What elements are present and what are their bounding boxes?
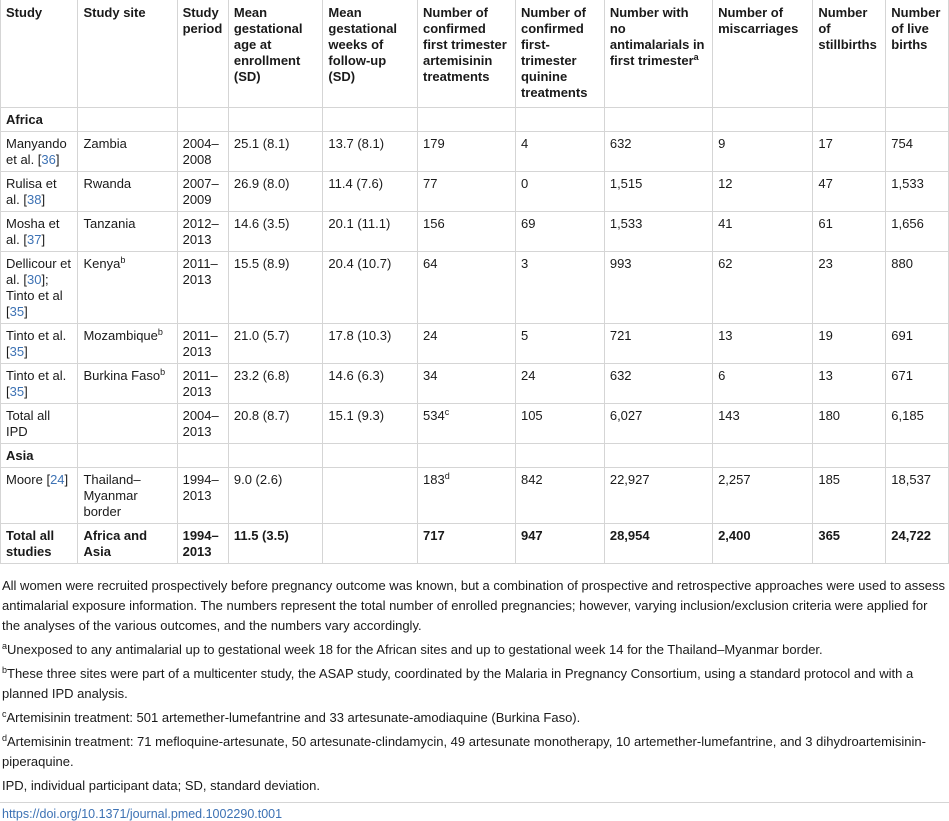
total-live: 24,722 [886, 524, 949, 564]
footnote-c: $^c$Artemisinin treatment: 501 artemether-lumefantrine and 33 artesunate-amodiaquine (Burkina Faso). [2, 709, 581, 725]
reference-link[interactable]: 35 [9, 304, 25, 319]
reference-link[interactable]: 38 [26, 192, 42, 207]
miscarriages-cell: 12 [713, 172, 813, 212]
follow-up-cell [323, 468, 418, 524]
header-study: Study [1, 0, 78, 108]
artemisinin-cell: 179 [417, 132, 515, 172]
period-cell: 2011–2013 [177, 324, 228, 364]
miscarriages-cell: 9 [713, 132, 813, 172]
follow-up-cell: 20.4 (10.7) [323, 252, 418, 324]
no-antimalarials-cell: 721 [604, 324, 712, 364]
study-cell: Manyando et al. [36] [1, 132, 78, 172]
stillbirths-cell: 17 [813, 132, 886, 172]
quinine-cell: 69 [515, 212, 604, 252]
total-still: 365 [813, 524, 886, 564]
live-births-cell: 1,656 [886, 212, 949, 252]
quinine-cell: 3 [515, 252, 604, 324]
total-none: 28,954 [604, 524, 712, 564]
footnote-a: $^a$Unexposed to any antimalarial up to gestational week 18 for the African sites and up to gestational week 14 for the Thailand–Myanmar border. [2, 641, 823, 657]
site-cell: Rwanda [78, 172, 177, 212]
gestational-age-cell: 15.5 (8.9) [228, 252, 323, 324]
gestational-age-cell: 14.6 (3.5) [228, 212, 323, 252]
footnote-marker: b [120, 255, 126, 265]
site-cell [78, 404, 177, 444]
total-row [1, 524, 949, 564]
study-cell: Total all IPD [1, 404, 78, 444]
gestational-age-cell: 23.2 (6.8) [228, 364, 323, 404]
gestational-age-cell: 9.0 (2.6) [228, 468, 323, 524]
site-cell: Mozambique$^b$ [78, 324, 177, 364]
live-births-cell: 671 [886, 364, 949, 404]
total-misc: 2,400 [713, 524, 813, 564]
header-artemisinin: Number of confirmed first trimester artemisinin treatments [417, 0, 515, 108]
no-antimalarials-cell: 1,533 [604, 212, 712, 252]
stillbirths-cell: 19 [813, 324, 886, 364]
quinine-cell: 4 [515, 132, 604, 172]
header-follow-up: Mean gestational weeks of follow-up (SD) [323, 0, 418, 108]
study-cell: Rulisa et al. [38] [1, 172, 78, 212]
quinine-cell: 5 [515, 324, 604, 364]
section-label: Asia [1, 444, 78, 468]
table-row [1, 404, 949, 444]
live-births-cell: 691 [886, 324, 949, 364]
study-cell: Tinto et al. [35] [1, 364, 78, 404]
gestational-age-cell: 20.8 (8.7) [228, 404, 323, 444]
no-antimalarials-cell: 1,515 [604, 172, 712, 212]
period-cell: 2011–2013 [177, 364, 228, 404]
live-births-cell: 1,533 [886, 172, 949, 212]
live-births-cell: 880 [886, 252, 949, 324]
table-row [1, 324, 949, 364]
period-cell: 2011–2013 [177, 252, 228, 324]
period-cell: 1994–2013 [177, 468, 228, 524]
total-period: 1994–2013 [177, 524, 228, 564]
site-cell: Tanzania [78, 212, 177, 252]
table-row [1, 172, 949, 212]
divider [0, 802, 949, 803]
header-live-births: Number of live births [886, 0, 949, 108]
no-antimalarials-cell: 993 [604, 252, 712, 324]
quinine-cell: 0 [515, 172, 604, 212]
follow-up-cell: 11.4 (7.6) [323, 172, 418, 212]
reference-link[interactable]: 37 [26, 232, 42, 247]
study-cell: Mosha et al. [37] [1, 212, 78, 252]
live-births-cell: 18,537 [886, 468, 949, 524]
artemisinin-cell: 156 [417, 212, 515, 252]
reference-link[interactable]: 24 [50, 472, 65, 487]
stillbirths-cell: 61 [813, 212, 886, 252]
no-antimalarials-cell: 632 [604, 364, 712, 404]
miscarriages-cell: 62 [713, 252, 813, 324]
miscarriages-cell: 41 [713, 212, 813, 252]
quinine-cell: 842 [515, 468, 604, 524]
stillbirths-cell: 23 [813, 252, 886, 324]
gestational-age-cell: 26.9 (8.0) [228, 172, 323, 212]
footnote-marker: b [157, 327, 163, 337]
artemisinin-cell: 64 [417, 252, 515, 324]
study-cell: Tinto et al. [35] [1, 324, 78, 364]
total-qui: 947 [515, 524, 604, 564]
footnote-marker: b [160, 367, 166, 377]
header-site: Study site [78, 0, 177, 108]
live-births-cell: 6,185 [886, 404, 949, 444]
table-row [1, 212, 949, 252]
period-cell: 2004–2013 [177, 404, 228, 444]
follow-up-cell: 20.1 (11.1) [323, 212, 418, 252]
header-quinine: Number of confirmed first-trimester quinine treatments [515, 0, 604, 108]
total-ga: 11.5 (3.5) [228, 524, 323, 564]
study-cell: Moore [24] [1, 468, 78, 524]
stillbirths-cell: 185 [813, 468, 886, 524]
total-site: Africa and Asia [78, 524, 177, 564]
quinine-cell: 105 [515, 404, 604, 444]
header-period: Study period [177, 0, 228, 108]
site-cell: Zambia [78, 132, 177, 172]
stillbirths-cell: 13 [813, 364, 886, 404]
miscarriages-cell: 2,257 [713, 468, 813, 524]
header-row [1, 0, 949, 108]
miscarriages-cell: 143 [713, 404, 813, 444]
note-main: All women were recruited prospectively before pregnancy outcome was known, but a combination of prospective and retrospective approaches were used to assess antimalarial exposure information. The numbers represent the total number of enrolled pregnancies; however, varying inclusion/exclusion criteria were applied for the analyses of the various outcomes, and the numbers vary accordingly. [2, 578, 946, 633]
study-cell: Dellicour et al. [30]; Tinto et al [35] [1, 252, 78, 324]
gestational-age-cell: 25.1 (8.1) [228, 132, 323, 172]
no-antimalarials-cell: 6,027 [604, 404, 712, 444]
doi-link[interactable]: https://doi.org/10.1371/journal.pmed.1002290.t001 [2, 807, 283, 821]
header-miscarriages: Number of miscarriages [713, 0, 813, 108]
footnote-b: $^b$These three sites were part of a multicenter study, the ASAP study, coordinated by the Malaria in Pregnancy Consortium, using a standard protocol and with a planned IPD analysis. [2, 665, 914, 701]
artemisinin-cell: 183$^d$ [417, 468, 515, 524]
no-antimalarials-cell: 632 [604, 132, 712, 172]
artemisinin-cell: 24 [417, 324, 515, 364]
reference-link[interactable]: 30 [26, 272, 42, 287]
reference-link[interactable]: 35 [9, 344, 25, 359]
total-art: 717 [417, 524, 515, 564]
footnote-d: $^d$Artemisinin treatment: 71 mefloquine-artesunate, 50 artesunate-clindamycin, 49 artesunate monotherapy, 10 artemether-lumefantrine, and 3 dihydroartemisinin-piperaquine. [2, 733, 926, 769]
table-row [1, 132, 949, 172]
artemisinin-cell: 34 [417, 364, 515, 404]
follow-up-cell: 15.1 (9.3) [323, 404, 418, 444]
follow-up-cell: 13.7 (8.1) [323, 132, 418, 172]
table-row [1, 252, 949, 324]
miscarriages-cell: 6 [713, 364, 813, 404]
site-cell: Kenya$^b$ [78, 252, 177, 324]
table-row [1, 468, 949, 524]
quinine-cell: 24 [515, 364, 604, 404]
stillbirths-cell: 180 [813, 404, 886, 444]
section-row-africa [1, 108, 949, 132]
follow-up-cell: 14.6 (6.3) [323, 364, 418, 404]
stillbirths-cell: 47 [813, 172, 886, 212]
reference-link[interactable]: 36 [41, 152, 56, 167]
follow-up-cell: 17.8 (10.3) [323, 324, 418, 364]
site-cell: Burkina Faso$^b$ [78, 364, 177, 404]
no-antimalarials-cell: 22,927 [604, 468, 712, 524]
period-cell: 2004–2008 [177, 132, 228, 172]
live-births-cell: 754 [886, 132, 949, 172]
gestational-age-cell: 21.0 (5.7) [228, 324, 323, 364]
footnote-marker: d [444, 471, 450, 481]
miscarriages-cell: 13 [713, 324, 813, 364]
header-stillbirths: Number of stillbirths [813, 0, 886, 108]
table-row [1, 364, 949, 404]
period-cell: 2012–2013 [177, 212, 228, 252]
period-cell: 2007–2009 [177, 172, 228, 212]
header-gestational-age: Mean gestational age at enrollment (SD) [228, 0, 323, 108]
table-notes [0, 576, 949, 796]
reference-link[interactable]: 35 [9, 384, 25, 399]
footnote-marker: a [693, 52, 699, 62]
header-no-antimalarials: Number with no antimalarials in first trimester$^a$ [604, 0, 712, 108]
total-study: Total all studies [1, 524, 78, 564]
section-label: Africa [1, 108, 78, 132]
artemisinin-cell: 77 [417, 172, 515, 212]
site-cell: Thailand–Myanmar border [78, 468, 177, 524]
note-abbreviations: IPD, individual participant data; SD, standard deviation. [2, 778, 320, 793]
total-fu [323, 524, 418, 564]
footnote-marker: c [444, 407, 450, 417]
section-row-asia [1, 444, 949, 468]
artemisinin-cell: 534$^c$ [417, 404, 515, 444]
